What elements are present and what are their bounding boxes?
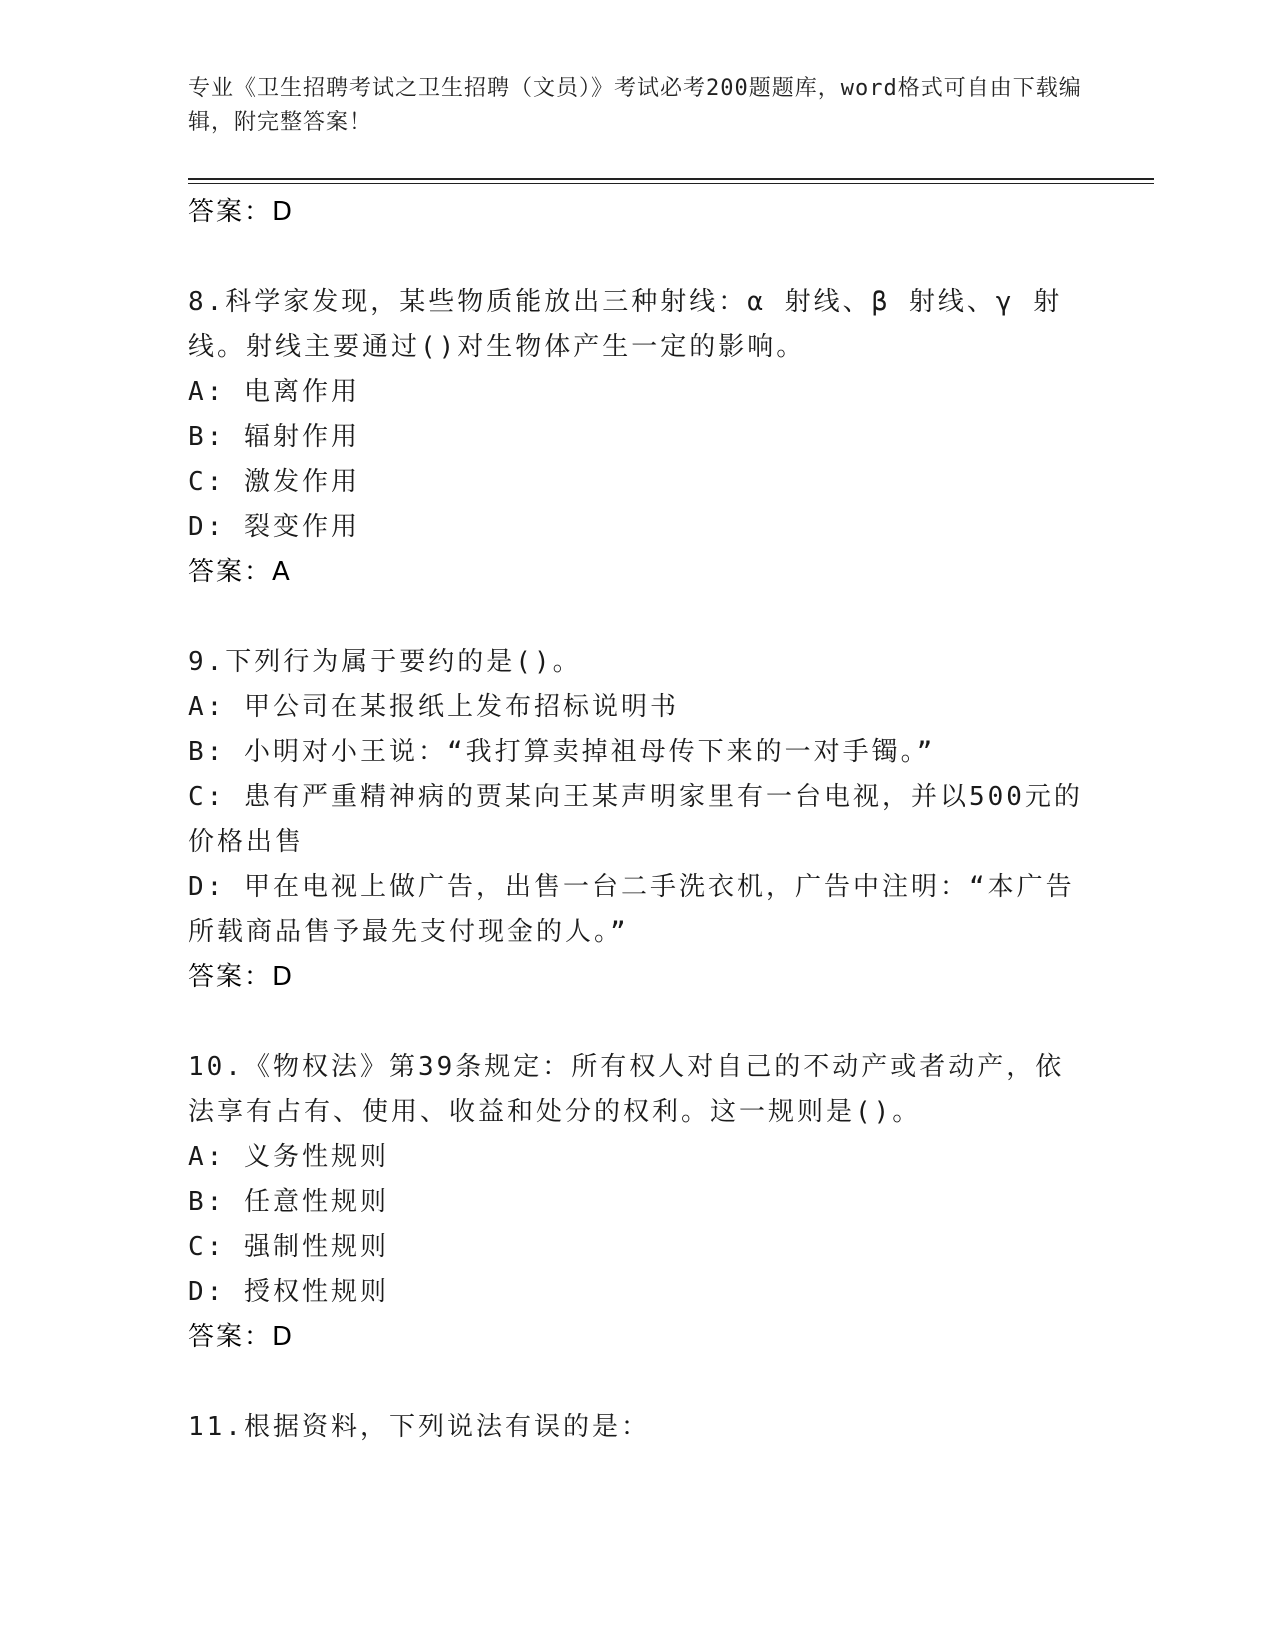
question-block <box>188 280 1088 595</box>
answer-line: 答案：D <box>188 1322 295 1352</box>
option-d: D: 授权性规则 <box>188 1277 389 1307</box>
spacer <box>188 235 1088 280</box>
spacer <box>188 1000 1088 1045</box>
option-d: D: 甲在电视上做广告，出售一台二手洗衣机，广告中注明：“本广告所载商品售予最先支付现金的人。” <box>188 872 1075 947</box>
option-b: B: 任意性规则 <box>188 1187 389 1217</box>
option-c: C: 患有严重精神病的贾某向王某声明家里有一台电视，并以500元的价格出售 <box>188 782 1083 857</box>
header-divider-thin <box>188 183 1154 184</box>
option-b: B: 小明对小王说：“我打算卖掉祖母传下来的一对手镯。” <box>188 737 936 767</box>
page-header: 专业《卫生招聘考试之卫生招聘（文员）》考试必考200题题库，word格式可自由下载编辑，附完整答案！ <box>188 76 1082 135</box>
option-c: C: 强制性规则 <box>188 1232 389 1262</box>
answer-line: 答案：D <box>188 197 295 227</box>
question-block <box>188 1045 1088 1360</box>
question-block <box>188 1405 1088 1450</box>
option-c: C: 激发作用 <box>188 467 360 497</box>
spacer <box>188 595 1088 640</box>
answer-line: 答案：A <box>188 557 292 587</box>
header-divider <box>188 178 1154 180</box>
spacer <box>188 1360 1088 1405</box>
question-stem: 11.根据资料，下列说法有误的是： <box>188 1412 650 1442</box>
option-b: B: 辐射作用 <box>188 422 360 452</box>
option-a: A: 甲公司在某报纸上发布招标说明书 <box>188 692 679 722</box>
option-a: A: 义务性规则 <box>188 1142 389 1172</box>
question-stem: 10.《物权法》第39条规定：所有权人对自己的不动产或者动产，依法享有占有、使用、收益和处分的权利。这一规则是()。 <box>188 1052 1065 1127</box>
option-a: A: 电离作用 <box>188 377 360 407</box>
question-stem: 9.下列行为属于要约的是()。 <box>188 647 582 677</box>
question-block <box>188 640 1088 1000</box>
option-d: D: 裂变作用 <box>188 512 360 542</box>
question-content <box>188 190 1088 1450</box>
question-stem: 8.科学家发现，某些物质能放出三种射线：α 射线、β 射线、γ 射线。射线主要通过()对生物体产生一定的影响。 <box>188 287 1063 362</box>
answer-line: 答案：D <box>188 962 295 992</box>
